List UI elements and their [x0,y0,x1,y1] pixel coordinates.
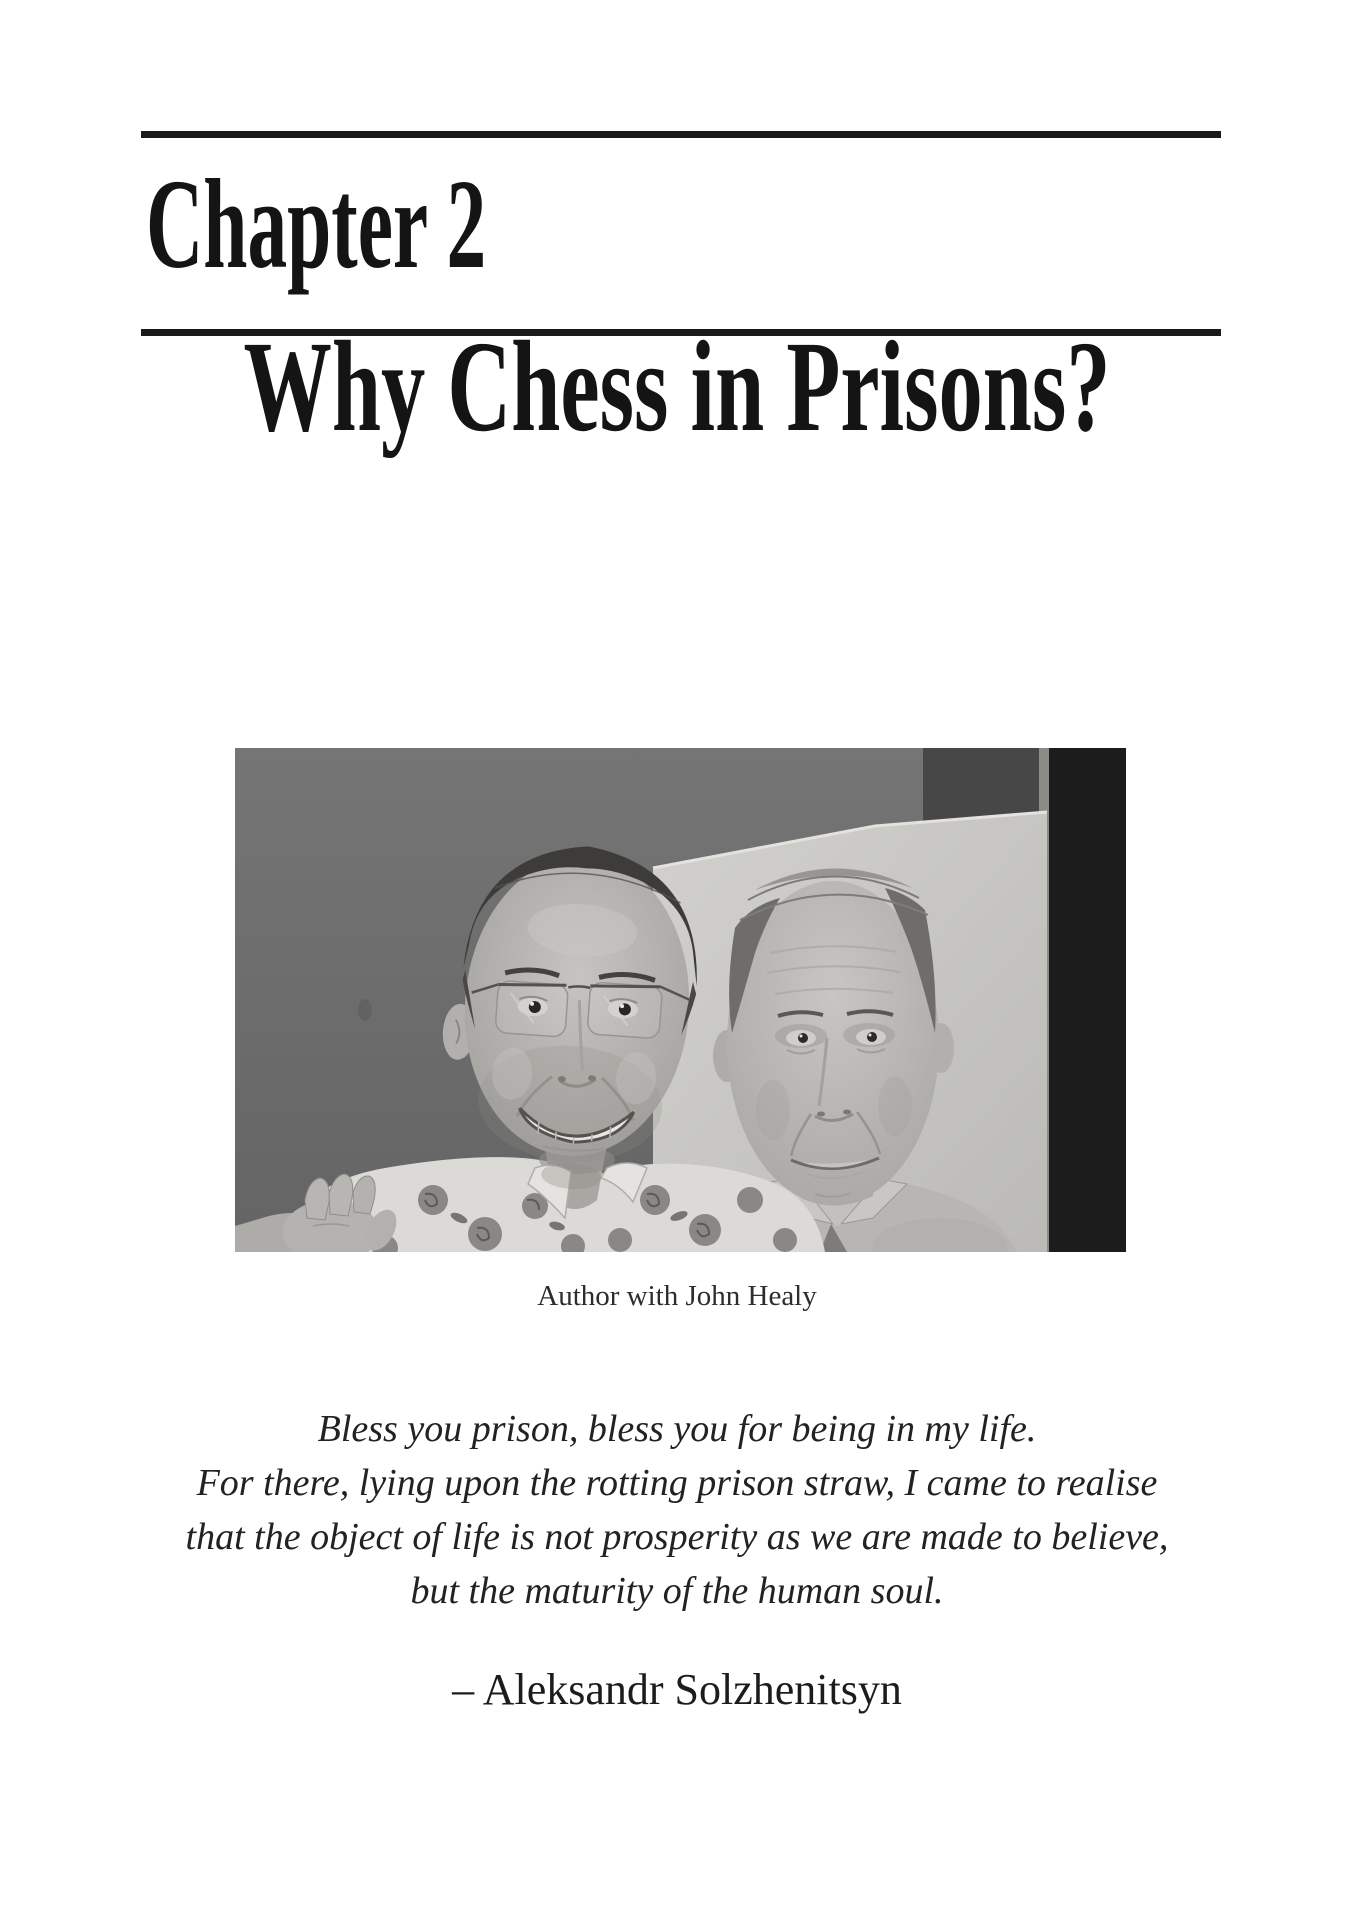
photo-illustration [235,748,1126,1252]
photo-caption: Author with John Healy [537,1280,817,1312]
photo-author-with-john-healy [235,748,1126,1252]
quote-line: For there, lying upon the rotting prison straw, I came to realise [196,1462,1158,1504]
chapter-rule-top [141,131,1221,138]
quote-line: that the object of life is not prosperity as we are made to believe, [185,1516,1169,1558]
chapter-heading: Chapter 2 [146,153,487,295]
quote-line: but the maturity of the human soul. [410,1570,944,1612]
chapter-title: Why Chess in Prisons? [243,315,1111,459]
epigraph-quote [0,1402,1354,1618]
quote-line: Bless you prison, bless you for being in my life. [317,1408,1037,1450]
quote-attribution: – Aleksandr Solzhenitsyn [452,1665,902,1714]
